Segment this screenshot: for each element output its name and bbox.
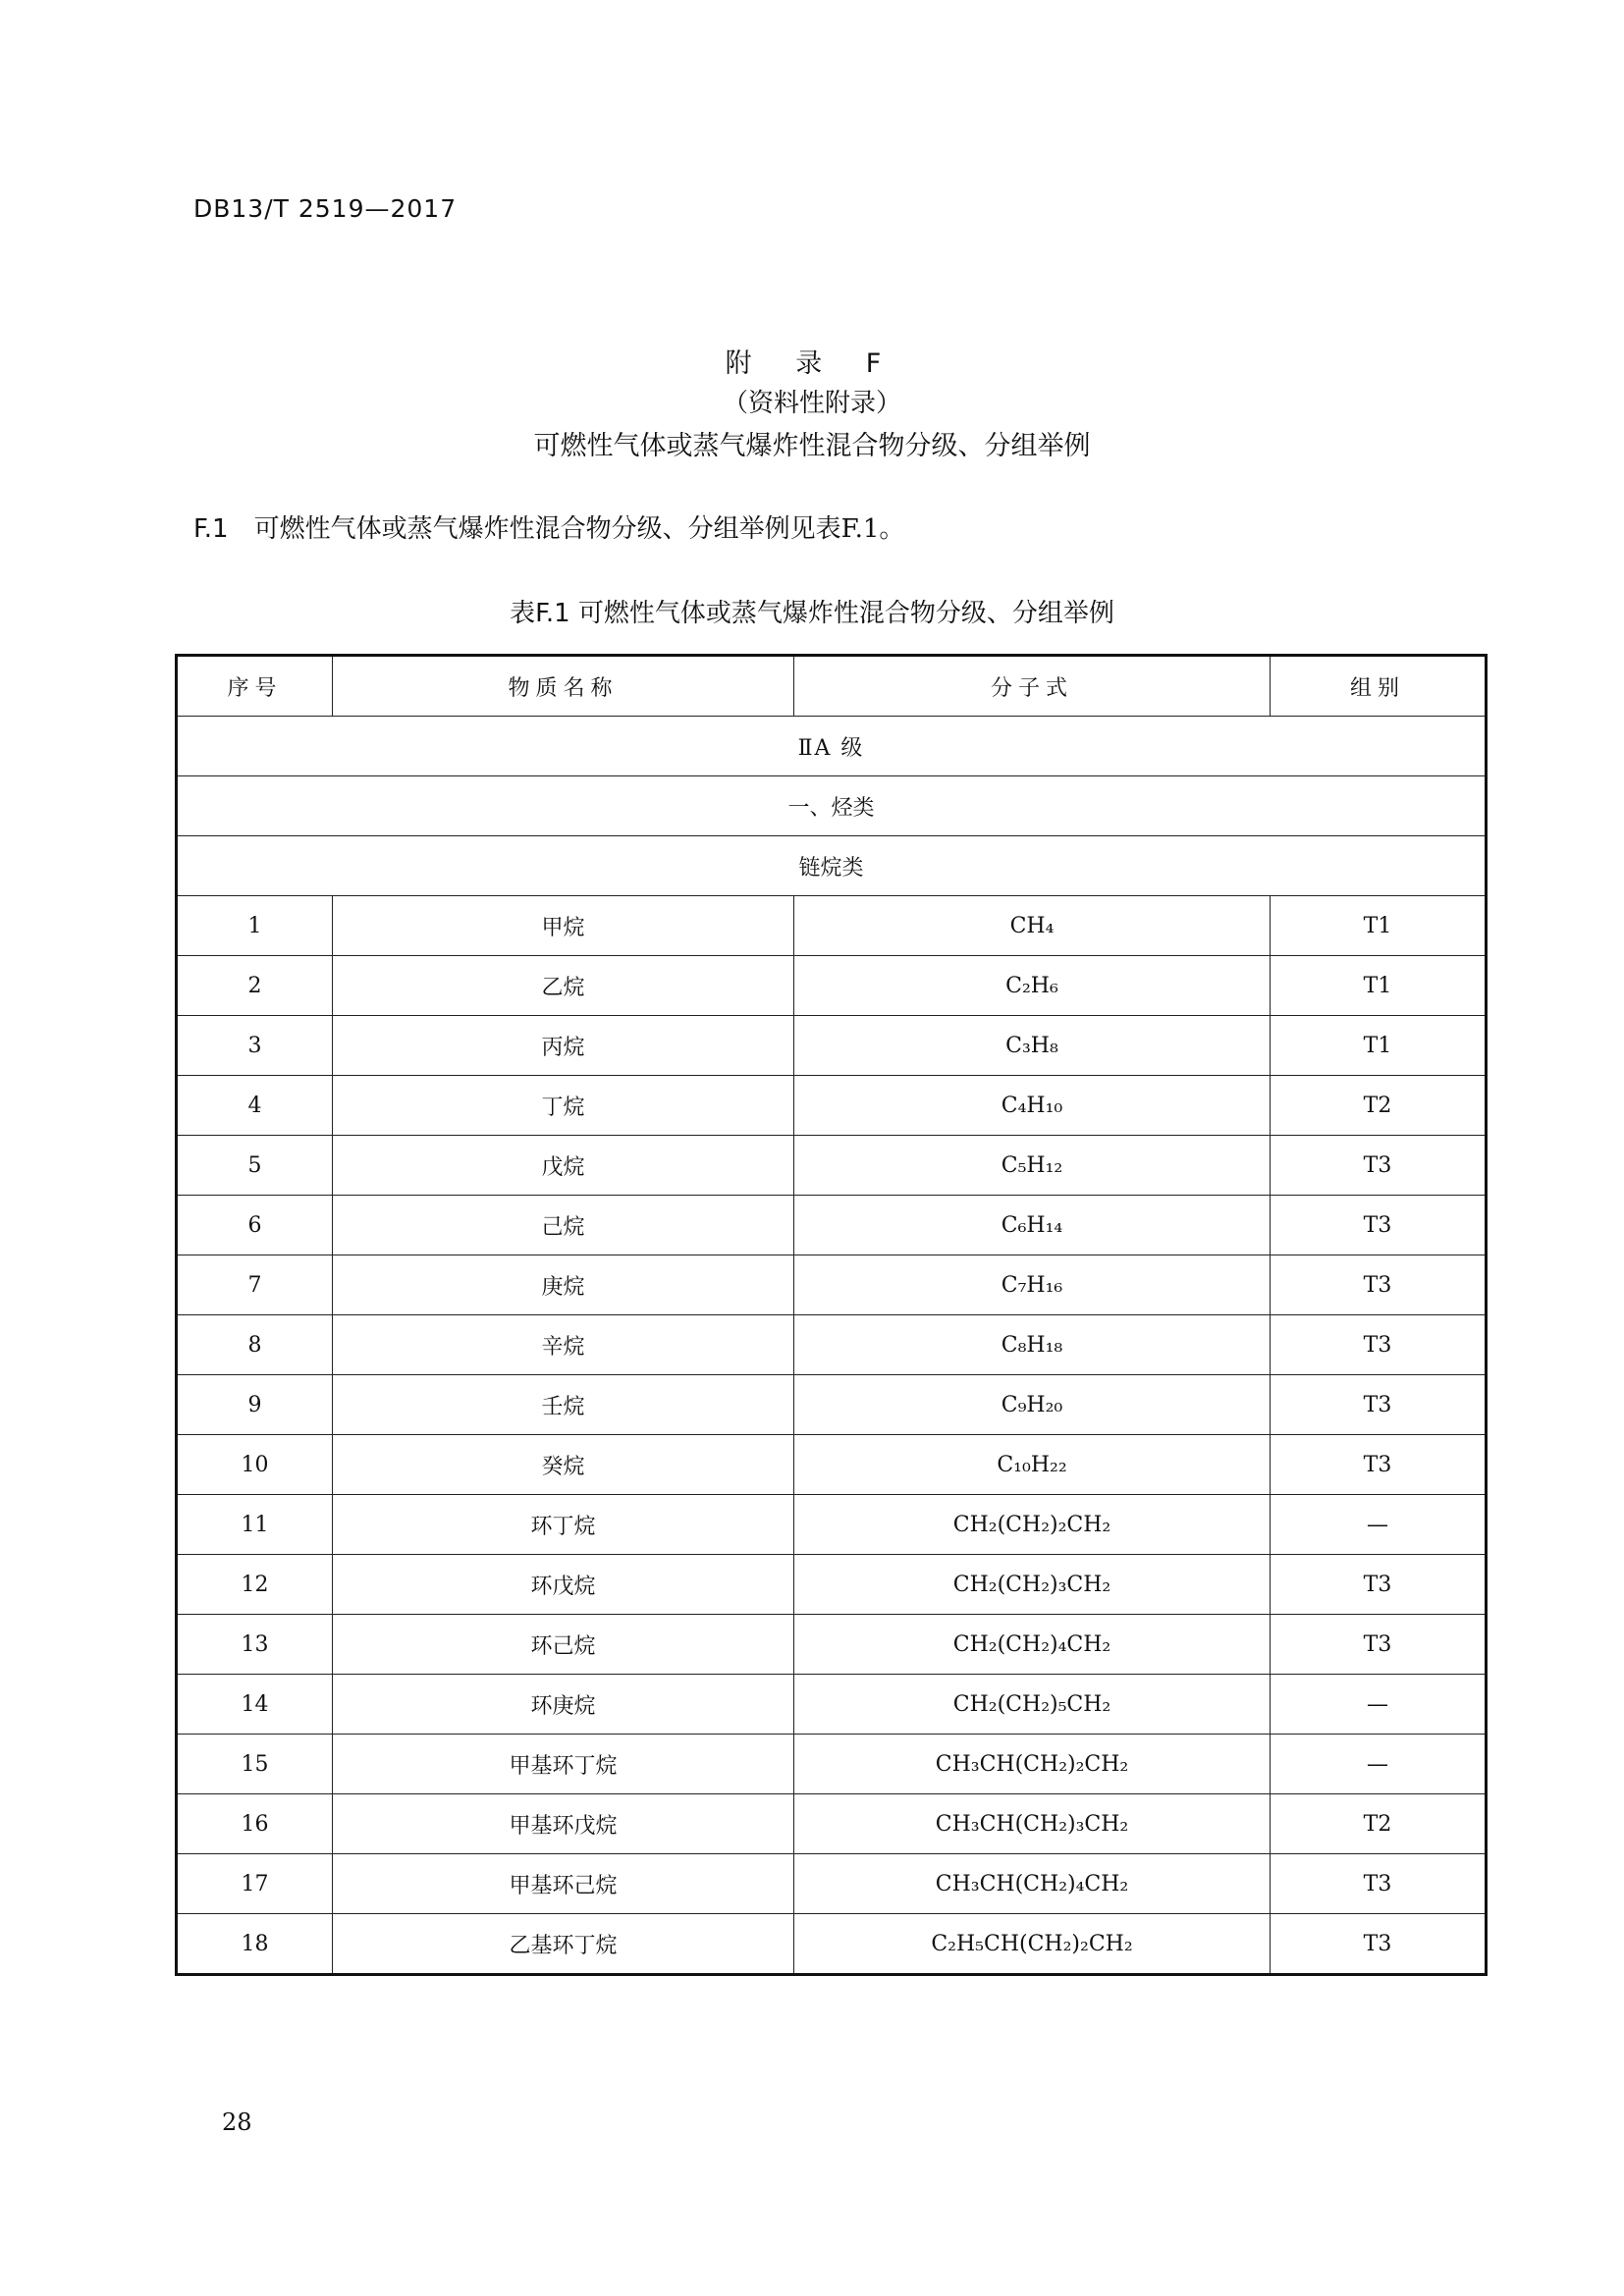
cell-name: 戊烷 bbox=[333, 1136, 794, 1196]
cell-formula: C₂H₅CH(CH₂)₂CH₂ bbox=[794, 1914, 1271, 1975]
cell-group: T3 bbox=[1271, 1615, 1487, 1675]
cell-no: 15 bbox=[177, 1735, 333, 1794]
table-title: 表F.1 可燃性气体或蒸气爆炸性混合物分级、分组举例 bbox=[510, 599, 1114, 628]
cell-name: 乙烷 bbox=[333, 956, 794, 1016]
classification-table bbox=[175, 654, 1488, 1976]
cell-no: 2 bbox=[177, 956, 333, 1016]
cell-group: T2 bbox=[1271, 1076, 1487, 1136]
cell-group: T3 bbox=[1271, 1315, 1487, 1375]
cell-no: 14 bbox=[177, 1675, 333, 1735]
category-row bbox=[177, 776, 1487, 836]
clause-f1 bbox=[193, 508, 904, 545]
cell-group: T3 bbox=[1271, 1375, 1487, 1435]
table-row bbox=[177, 1076, 1487, 1136]
table-row bbox=[177, 1675, 1487, 1735]
table-row bbox=[177, 1435, 1487, 1495]
cell-name: 己烷 bbox=[333, 1196, 794, 1255]
table-row bbox=[177, 1315, 1487, 1375]
cell-group: T3 bbox=[1271, 1435, 1487, 1495]
document-code: DB13/T 2519—2017 bbox=[193, 194, 458, 223]
cell-group: T1 bbox=[1271, 896, 1487, 956]
table-row bbox=[177, 1854, 1487, 1914]
cell-name: 环戊烷 bbox=[333, 1555, 794, 1615]
cell-no: 4 bbox=[177, 1076, 333, 1136]
cell-name: 甲基环戊烷 bbox=[333, 1794, 794, 1854]
col-header-group: 组别 bbox=[1271, 656, 1487, 717]
col-header-no: 序号 bbox=[177, 656, 333, 717]
cell-formula: C₄H₁₀ bbox=[794, 1076, 1271, 1136]
cell-name: 甲基环己烷 bbox=[333, 1854, 794, 1914]
clause-number: F.1 bbox=[193, 514, 229, 544]
cell-group: — bbox=[1271, 1495, 1487, 1555]
cell-no: 3 bbox=[177, 1016, 333, 1076]
table-row bbox=[177, 1615, 1487, 1675]
cell-no: 7 bbox=[177, 1255, 333, 1315]
annex-type: （资料性附录） bbox=[722, 389, 901, 418]
cell-no: 8 bbox=[177, 1315, 333, 1375]
table-row bbox=[177, 1555, 1487, 1615]
category-label: 一、烃类 bbox=[177, 776, 1487, 836]
cell-name: 甲烷 bbox=[333, 896, 794, 956]
subcategory-row bbox=[177, 836, 1487, 896]
grade-row bbox=[177, 717, 1487, 776]
cell-formula: C₉H₂₀ bbox=[794, 1375, 1271, 1435]
cell-formula: CH₂(CH₂)₄CH₂ bbox=[794, 1615, 1271, 1675]
table-row bbox=[177, 1136, 1487, 1196]
table-row bbox=[177, 1255, 1487, 1315]
cell-formula: C₆H₁₄ bbox=[794, 1196, 1271, 1255]
table-row bbox=[177, 1495, 1487, 1555]
cell-formula: CH₂(CH₂)₅CH₂ bbox=[794, 1675, 1271, 1735]
cell-no: 10 bbox=[177, 1435, 333, 1495]
cell-formula: C₅H₁₂ bbox=[794, 1136, 1271, 1196]
col-header-name: 物质名称 bbox=[333, 656, 794, 717]
page-number: 28 bbox=[222, 2109, 252, 2136]
cell-formula: C₃H₈ bbox=[794, 1016, 1271, 1076]
col-header-formula: 分子式 bbox=[794, 656, 1271, 717]
cell-no: 12 bbox=[177, 1555, 333, 1615]
table-row bbox=[177, 1375, 1487, 1435]
cell-name: 壬烷 bbox=[333, 1375, 794, 1435]
cell-group: T2 bbox=[1271, 1794, 1487, 1854]
cell-no: 9 bbox=[177, 1375, 333, 1435]
cell-no: 5 bbox=[177, 1136, 333, 1196]
cell-name: 甲基环丁烷 bbox=[333, 1735, 794, 1794]
cell-formula: CH₄ bbox=[794, 896, 1271, 956]
cell-name: 环己烷 bbox=[333, 1615, 794, 1675]
cell-group: T3 bbox=[1271, 1196, 1487, 1255]
cell-group: T3 bbox=[1271, 1555, 1487, 1615]
cell-group: T3 bbox=[1271, 1854, 1487, 1914]
table-row bbox=[177, 1735, 1487, 1794]
cell-formula: C₈H₁₈ bbox=[794, 1315, 1271, 1375]
table-row bbox=[177, 1016, 1487, 1076]
cell-name: 环丁烷 bbox=[333, 1495, 794, 1555]
cell-group: T3 bbox=[1271, 1136, 1487, 1196]
table-header-row bbox=[177, 656, 1487, 717]
cell-group: T1 bbox=[1271, 1016, 1487, 1076]
cell-no: 1 bbox=[177, 896, 333, 956]
cell-group: — bbox=[1271, 1735, 1487, 1794]
table-row bbox=[177, 1794, 1487, 1854]
cell-name: 丙烷 bbox=[333, 1016, 794, 1076]
cell-name: 庚烷 bbox=[333, 1255, 794, 1315]
cell-no: 16 bbox=[177, 1794, 333, 1854]
cell-formula: CH₃CH(CH₂)₂CH₂ bbox=[794, 1735, 1271, 1794]
cell-formula: C₇H₁₆ bbox=[794, 1255, 1271, 1315]
cell-no: 11 bbox=[177, 1495, 333, 1555]
annex-title: 可燃性气体或蒸气爆炸性混合物分级、分组举例 bbox=[533, 431, 1091, 461]
cell-no: 13 bbox=[177, 1615, 333, 1675]
table-row bbox=[177, 1914, 1487, 1975]
cell-no: 18 bbox=[177, 1914, 333, 1975]
cell-no: 6 bbox=[177, 1196, 333, 1255]
cell-no: 17 bbox=[177, 1854, 333, 1914]
clause-text: 可燃性气体或蒸气爆炸性混合物分级、分组举例见表F.1。 bbox=[253, 514, 905, 544]
cell-formula: CH₂(CH₂)₃CH₂ bbox=[794, 1555, 1271, 1615]
cell-group: T3 bbox=[1271, 1914, 1487, 1975]
cell-name: 丁烷 bbox=[333, 1076, 794, 1136]
annex-label: 附 录 F bbox=[725, 348, 899, 379]
subcategory-label: 链烷类 bbox=[177, 836, 1487, 896]
cell-group: T3 bbox=[1271, 1255, 1487, 1315]
cell-group: T1 bbox=[1271, 956, 1487, 1016]
cell-group: — bbox=[1271, 1675, 1487, 1735]
cell-name: 乙基环丁烷 bbox=[333, 1914, 794, 1975]
cell-formula: CH₃CH(CH₂)₃CH₂ bbox=[794, 1794, 1271, 1854]
cell-formula: CH₃CH(CH₂)₄CH₂ bbox=[794, 1854, 1271, 1914]
cell-name: 辛烷 bbox=[333, 1315, 794, 1375]
cell-formula: C₁₀H₂₂ bbox=[794, 1435, 1271, 1495]
grade-label: ⅡA 级 bbox=[177, 717, 1487, 776]
cell-name: 癸烷 bbox=[333, 1435, 794, 1495]
table-row bbox=[177, 956, 1487, 1016]
table-row bbox=[177, 896, 1487, 956]
cell-formula: C₂H₆ bbox=[794, 956, 1271, 1016]
cell-name: 环庚烷 bbox=[333, 1675, 794, 1735]
cell-formula: CH₂(CH₂)₂CH₂ bbox=[794, 1495, 1271, 1555]
table-row bbox=[177, 1196, 1487, 1255]
